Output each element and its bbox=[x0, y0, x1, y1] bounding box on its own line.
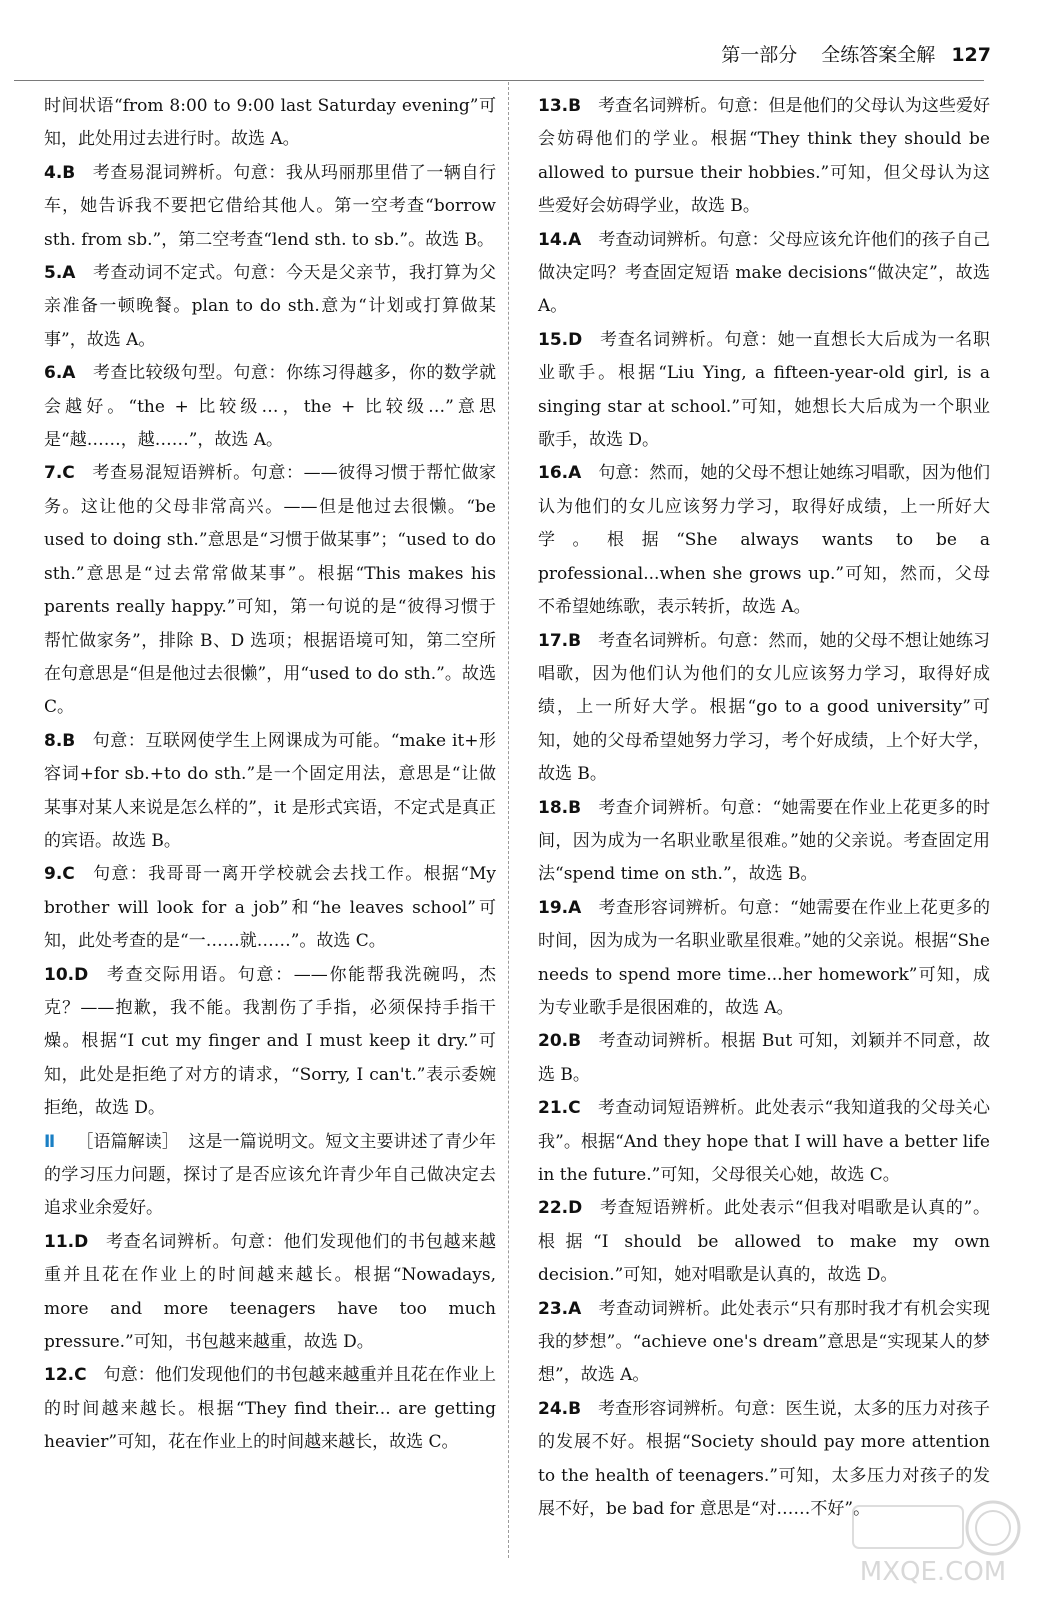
answer-item bbox=[44, 457, 496, 724]
answer-item bbox=[538, 1293, 990, 1393]
answer-number: 16.A bbox=[538, 463, 582, 484]
answer-item bbox=[538, 457, 990, 624]
page-number: 127 bbox=[951, 44, 991, 66]
answer-explanation: 考查动词辨析。此处表示“只有那时我才有机会实现我的梦想”。“achieve one's dream”意思是“实现某人的梦想”，故选 A。 bbox=[538, 1298, 990, 1386]
answer-number: 14.A bbox=[538, 229, 582, 250]
answer-number: 24.B bbox=[538, 1398, 582, 1419]
answer-number: 15.D bbox=[538, 329, 583, 350]
answer-number: 12.C bbox=[44, 1365, 87, 1386]
answer-explanation: 时间状语“from 8:00 to 9:00 last Saturday evening”可知，此处用过去进行时。故选 A。 bbox=[44, 96, 496, 150]
answer-explanation: 句意：互联网使学生上网课成为可能。“make it+形容词+for sb.+to do sth.”是一个固定用法，意思是“让做某事对某人来说是怎么样的”，it 是形式宾语，不定式是真正的宾语。故选 B。 bbox=[44, 730, 496, 851]
answer-item bbox=[44, 1226, 496, 1360]
answer-explanation: 考查易混词辨析。句意：我从玛丽那里借了一辆自行车，她告诉我不要把它借给其他人。第一空考查“borrow sth. from sb.”，第二空考查“lend sth. to sb.”。故选 B。 bbox=[44, 162, 496, 250]
column-divider bbox=[508, 82, 509, 1558]
answer-item bbox=[44, 157, 496, 257]
answer-item bbox=[44, 257, 496, 357]
answer-explanation: 考查形容词辨析。句意：“她需要在作业上花更多的时间，因为成为一名职业歌星很难。”她的父亲说。根据“She needs to spend more time...her homework”可知，成为专业歌手是很困难的，故选 A。 bbox=[538, 897, 990, 1018]
answer-item bbox=[538, 1092, 990, 1192]
header-title: 全练答案全解 bbox=[821, 44, 936, 66]
answer-explanation: 考查名词辨析。句意：他们发现他们的书包越来越重并且花在作业上的时间越来越长。根据“Nowadays, more and more teenagers have too much pressure.”可知，书包越来越重，故选 D。 bbox=[44, 1231, 496, 1353]
answer-item bbox=[538, 324, 990, 458]
answer-number: 21.C bbox=[538, 1098, 581, 1119]
answer-explanation: 考查比较级句型。句意：你练习得越多，你的数学就会越好。“the + 比较级…，the + 比较级…”意思是“越……，越……”，故选 A。 bbox=[44, 363, 496, 451]
answer-explanation: 句意：然而，她的父母不想让她练习唱歌，因为他们认为他们的女儿应该努力学习，取得好成绩，上一所好大学。根据“She always wants to be a professional...when she grows up.”可知，然而，父母不希望她练歌，表示转折，故选 A。 bbox=[538, 463, 990, 618]
answer-number: 13.B bbox=[538, 96, 582, 116]
answer-number: 7.C bbox=[44, 463, 75, 484]
answer-item bbox=[538, 1025, 990, 1092]
answer-explanation: 考查名词辨析。句意：但是他们的父母认为这些爱好会妨碍他们的学业。根据“They think they should be allowed to pursue their hobbies.”可知，但父母认为这些爱好会妨碍学业，故选 B。 bbox=[538, 96, 990, 217]
answer-number: 5.A bbox=[44, 263, 76, 284]
header-section: 第一部分 bbox=[721, 44, 798, 66]
watermark-text: MXQE.COM bbox=[859, 1557, 1007, 1587]
answer-explanation: 考查动词辨析。根据 But 可知，刘颖并不同意，故选 B。 bbox=[538, 1031, 990, 1085]
answer-item bbox=[538, 90, 990, 224]
watermark bbox=[833, 1498, 1033, 1588]
answer-item bbox=[44, 90, 496, 157]
answer-item bbox=[44, 1126, 496, 1226]
answer-item bbox=[44, 959, 496, 1126]
page-header bbox=[721, 40, 991, 67]
answer-item bbox=[538, 625, 990, 792]
passage-tag: ［语篇解读］ bbox=[76, 1131, 179, 1152]
answer-item bbox=[44, 1359, 496, 1459]
header-rule bbox=[14, 80, 984, 81]
answer-explanation: 句意：我哥哥一离开学校就会去找工作。根据“My brother will look for a job”和“he leaves school”可知，此处考查的是“一……就……”。故选 C。 bbox=[44, 864, 496, 952]
answer-explanation: 考查易混短语辨析。句意：——彼得习惯于帮忙做家务。这让他的父母非常高兴。——但是他过去很懒。“be used to doing sth.”意思是“习惯于做某事”；“used to do sth.”意思是“过去常常做某事”。根据“This makes his parents really happy.”可知，第一句说的是“彼得习惯于帮忙做家务”，排除 B、D 选项；根据语境可知，第二空所在句意思是“但是他过去很懒”，用“used to do sth.”。故选 C。 bbox=[44, 463, 496, 718]
answer-number: 6.A bbox=[44, 363, 76, 384]
answer-number: 17.B bbox=[538, 630, 582, 651]
answer-number: 11.D bbox=[44, 1231, 89, 1252]
answer-item bbox=[538, 1192, 990, 1292]
answer-explanation: 考查动词不定式。句意：今天是父亲节，我打算为父亲准备一顿晚餐。plan to do sth.意为“计划或打算做某事”，故选 A。 bbox=[44, 263, 496, 350]
answer-explanation: 这是一篇说明文。短文主要讲述了青少年的学习压力问题，探讨了是否应该允许青少年自己做决定去追求业余爱好。 bbox=[44, 1131, 497, 1219]
answer-explanation: 考查短语辨析。此处表示“但我对唱歌是认真的”。根据“I should be allowed to make my own decision.”可知，她对唱歌是认真的，故选 D。 bbox=[538, 1198, 990, 1286]
answer-explanation: 考查介词辨析。句意：“她需要在作业上花更多的时间，因为成为一名职业歌星很难。”她的父亲说。考查固定用法“spend time on sth.”，故选 B。 bbox=[538, 797, 990, 885]
answer-item bbox=[538, 224, 990, 324]
answer-explanation: 考查名词辨析。句意：她一直想长大后成为一名职业歌手。根据“Liu Ying, a fifteen-year-old girl, is a singing star at school.”可知，她想长大后成为一个职业歌手，故选 D。 bbox=[538, 329, 990, 451]
answer-explanation: 考查名词辨析。句意：然而，她的父母不想让她练习唱歌，因为他们认为他们的女儿应该努力学习，取得好成绩，上一所好大学。根据“go to a good university”可知，她的父母希望她努力学习，考个好成绩，上个好大学，故选 B。 bbox=[538, 630, 990, 785]
answer-item bbox=[44, 725, 496, 859]
answer-site-logo-icon bbox=[833, 1498, 1033, 1588]
answer-number: 10.D bbox=[44, 964, 89, 985]
answer-number: 23.A bbox=[538, 1298, 582, 1319]
answer-explanation: 考查动词短语辨析。此处表示“我知道我的父母关心我”。根据“And they hope that I will have a better life in the future.”可知，父母很关心她，故选 C。 bbox=[538, 1098, 990, 1185]
answer-number: 8.B bbox=[44, 730, 76, 751]
answer-item bbox=[538, 792, 990, 892]
answer-explanation: 考查形容词辨析。句意：医生说，太多的压力对孩子的发展不好。根据“Society should pay more attention to the health of teenagers.”可知，太多压力对孩子的发展不好，be bad for 意思是“对……不好”。 bbox=[538, 1398, 990, 1520]
answer-explanation: 句意：他们发现他们的书包越来越重并且花在作业上的时间越来越长。根据“They find their... are getting heavier”可知，花在作业上的时间越来越长，故选 C。 bbox=[44, 1365, 496, 1453]
answer-number: 19.A bbox=[538, 897, 582, 918]
answer-item bbox=[44, 858, 496, 958]
answer-number: 22.D bbox=[538, 1198, 583, 1219]
answer-number: 4.B bbox=[44, 162, 76, 183]
answer-item bbox=[44, 357, 496, 457]
answer-number: 18.B bbox=[538, 797, 582, 818]
answer-explanation: 考查动词辨析。句意：父母应该允许他们的孩子自己做决定吗？考查固定短语 make decisions“做决定”，故选 A。 bbox=[538, 229, 990, 317]
answer-item bbox=[538, 892, 990, 1026]
answer-number: 9.C bbox=[44, 864, 75, 885]
right-column bbox=[538, 90, 990, 1526]
section-number: Ⅱ bbox=[44, 1131, 56, 1152]
answer-number: 20.B bbox=[538, 1031, 582, 1052]
left-column bbox=[44, 90, 496, 1460]
answer-explanation: 考查交际用语。句意：——你能帮我洗碗吗，杰克？——抱歉，我不能。我割伤了手指，必须保持手指干燥。根据“I cut my finger and I must keep it dry.”可知，此处是拒绝了对方的请求，“Sorry, I can't.”表示委婉拒绝，故选 D。 bbox=[44, 964, 496, 1119]
